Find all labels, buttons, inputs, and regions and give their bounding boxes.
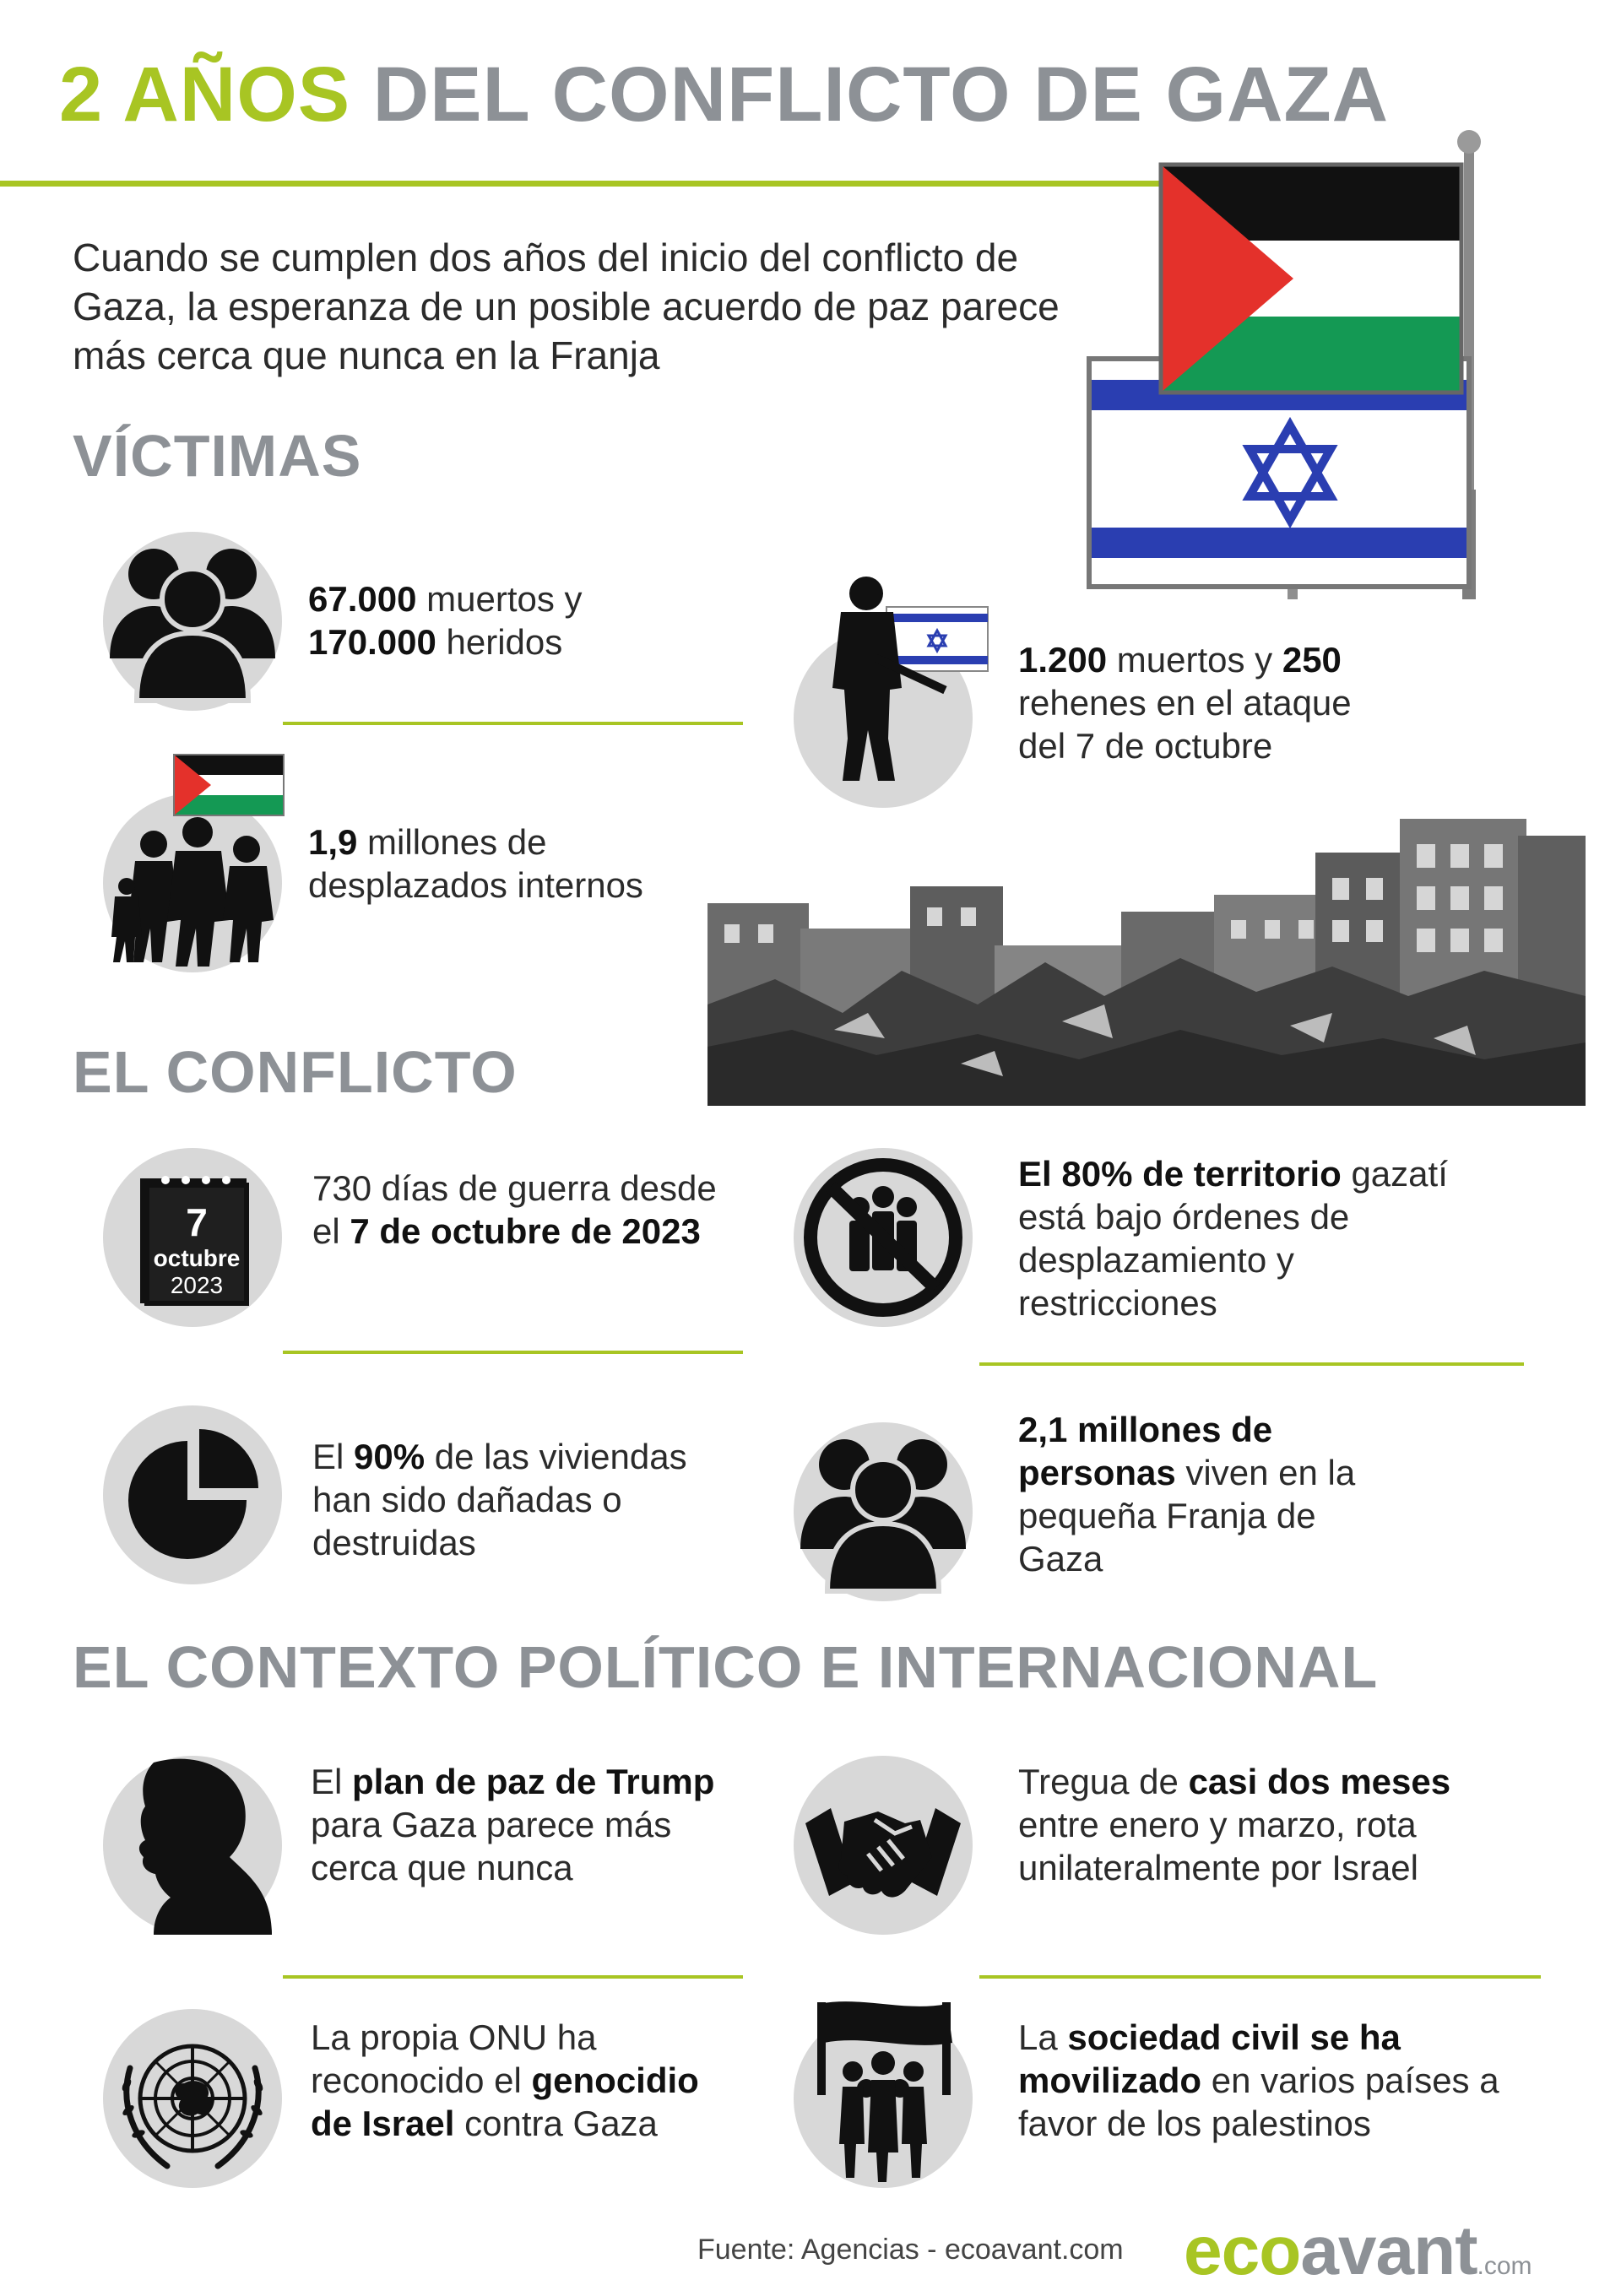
protest-icon <box>794 2009 973 2188</box>
trump-text: El plan de paz de Trump para Gaza parece más cerca que nunca <box>311 1762 715 1887</box>
logo-com: .com <box>1477 2252 1532 2280</box>
divider-victims-1 <box>283 722 743 725</box>
flag-pole-knob <box>1457 130 1481 154</box>
population-text: 2,1 millones de personas viven en la pequeña Franja de Gaza <box>1018 1410 1356 1578</box>
palestine-flag <box>1161 165 1461 393</box>
calendar-year: 2023 <box>170 1272 224 1298</box>
divider-conflict-2 <box>979 1362 1524 1366</box>
un-text: La propia ONU ha reconocido el genocidio de Israel contra Gaza <box>311 2017 699 2143</box>
ecoavant-logo[interactable] <box>1184 2212 1532 2291</box>
housing-text: El 90% de las viviendas han sido dañadas o destruidas <box>312 1437 687 1562</box>
small-israel-flag <box>886 607 988 671</box>
source-text: Fuente: Agencias - ecoavant.com <box>697 2234 1124 2266</box>
calendar-icon <box>103 1148 282 1327</box>
israel-casualties-text: 1.200 muertos y 250 rehenes en el ataque del 7 de octubre <box>1018 640 1352 766</box>
section-context-heading: EL CONTEXTO POLÍTICO E INTERNACIONAL <box>73 1634 1379 1700</box>
group-icon <box>103 532 282 711</box>
territory-text: El 80% de territorio gazatí está bajo órdenes de desplazamiento y restricciones <box>1018 1154 1448 1323</box>
calendar-month: octubre <box>153 1245 241 1271</box>
soldier-icon <box>794 629 973 808</box>
small-palestine-flag <box>174 755 284 815</box>
section-conflict-heading: EL CONFLICTO <box>73 1039 518 1105</box>
logo-avant: avant <box>1300 2212 1477 2289</box>
divider-context-2 <box>979 1975 1541 1979</box>
days-of-war-text: 730 días de guerra desde el 7 de octubre de 2023 <box>312 1168 717 1251</box>
trump-icon <box>103 1756 282 1935</box>
title-rest: DEL CONFLICTO DE GAZA <box>350 51 1390 138</box>
logo-eco: eco <box>1184 2212 1301 2289</box>
gaza-casualties-text: 67.000 muertos y 170.000 heridos <box>308 579 583 662</box>
displaced-text: 1,9 millones de desplazados internos <box>308 822 643 905</box>
no-people-icon <box>794 1148 973 1327</box>
intro-text: Cuando se cumplen dos años del inicio del conflicto de Gaza, la esperanza de un posible acuerdo de paz parece más cerca que nunca en la Franja <box>73 236 1060 377</box>
truce-text: Tregua de casi dos meses entre enero y marzo, rota unilateralmente por Israel <box>1018 1762 1451 1887</box>
pie-icon <box>103 1405 282 1584</box>
section-victims-heading: VÍCTIMAS <box>73 423 362 489</box>
population-group-icon <box>794 1422 973 1601</box>
title-underline <box>0 181 1174 187</box>
divider-conflict-1 <box>283 1351 743 1354</box>
calendar-day: 7 <box>186 1200 208 1244</box>
civil-society-text: La sociedad civil se ha movilizado en varios países a favor de los palestinos <box>1018 2017 1499 2143</box>
flags-illustration <box>1081 127 1587 599</box>
handshake-icon <box>794 1756 973 1935</box>
title-accent: 2 AÑOS <box>59 51 351 138</box>
un-emblem-icon <box>103 2009 282 2188</box>
refugees-icon <box>103 793 282 972</box>
divider-context-1 <box>283 1975 743 1979</box>
rubble-illustration <box>707 785 1586 1106</box>
